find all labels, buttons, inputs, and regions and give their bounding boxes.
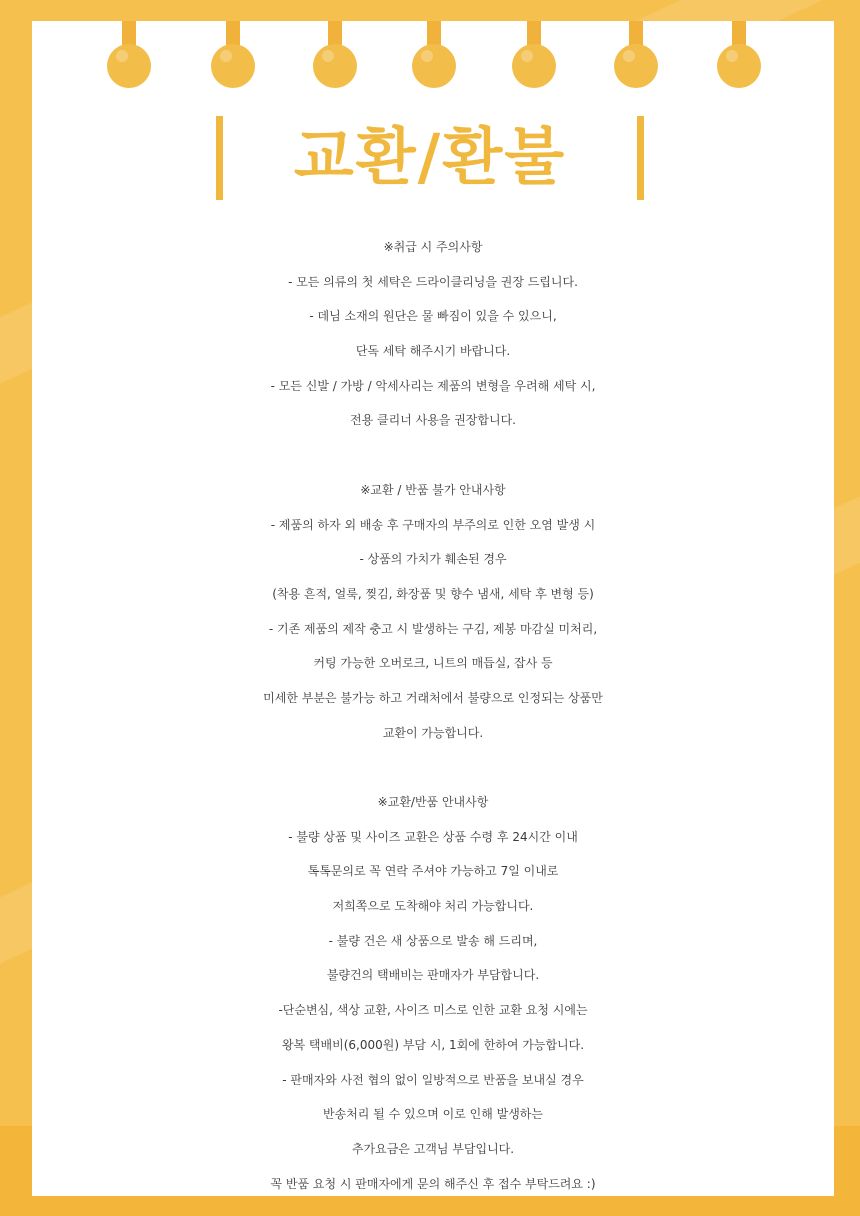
ring-highlight [623,50,635,62]
section-heading: ※교환/반품 안내사항 [377,795,489,809]
notice-line: 톡톡문의로 꼭 연락 주셔야 가능하고 7일 이내로 [307,864,559,879]
notice-line: - 상품의 가치가 훼손된 경우 [359,552,507,567]
notice-line: - 제품의 하자 외 배송 후 구매자의 부주의로 인한 오염 발생 시 [270,517,596,532]
notice-content [32,230,834,1201]
notice-line: - 기존 제품의 제작 충고 시 발생하는 구김, 제봉 마감실 미처리, [268,621,598,636]
notice-line: 반송처리 될 수 있으며 이로 인해 발생하는 [323,1107,543,1122]
notice-line: - 모든 의류의 첫 세탁은 드라이클리닝을 권장 드립니다. [288,274,578,289]
notice-line: 커팅 가능한 오버로크, 니트의 매듭실, 잡사 등 [313,656,553,671]
notice-line: 전용 클리너 사용을 권장합니다. [350,413,516,428]
ring-highlight [421,50,433,62]
section-heading: ※교환 / 반품 불가 안내사항 [360,482,506,497]
binder-ring [512,44,556,88]
section-no-exchange [32,473,834,751]
notice-line: 교환이 가능합니다. [382,725,484,740]
notice-line: - 모든 신발 / 가방 / 악세사리는 제품의 변형을 우려해 세탁 시, [270,378,596,393]
ring-highlight [116,50,128,62]
ring-highlight [726,50,738,62]
notice-line: -단순변심, 색상 교환, 사이즈 미스로 인한 교환 요청 시에는 [278,1003,588,1018]
ring-highlight [322,50,334,62]
binder-ring [412,44,456,88]
page-title: 교환/환불 [293,120,567,193]
ring-highlight [521,50,533,62]
notice-line: - 불량 상품 및 사이즈 교환은 상품 수령 후 24시간 이내 [288,829,578,844]
title-right-bar [637,116,644,200]
notice-line: 추가요금은 고객님 부담입니다. [351,1141,515,1156]
notice-line: 왕복 택배비(6,000원) 부담 시, 1회에 한하여 가능합니다. [281,1037,585,1052]
notice-line: 저희쪽으로 도착해야 처리 가능합니다. [332,899,534,914]
binder-ring [107,44,151,88]
binder-ring [313,44,357,88]
notice-line: - 판매자와 사전 협의 없이 일방적으로 반품을 보내실 경우 [282,1072,584,1087]
section-heading: ※취급 시 주의사항 [383,240,483,254]
section-gap [32,750,834,785]
notice-line: (착용 흔적, 얼룩, 찢김, 화장품 및 향수 냄새, 세탁 후 변형 등) [272,586,594,601]
notice-line: 불량건의 택배비는 판매자가 부담합니다. [326,968,540,983]
notice-line: - 불량 건은 새 상품으로 발송 해 드리며, [328,933,538,948]
notice-line: 꼭 반품 요청 시 판매자에게 문의 해주신 후 접수 부탁드려요 :) [270,1176,596,1191]
binder-ring [717,44,761,88]
section-gap [32,438,834,473]
section-exchange-guide [32,785,834,1201]
ring-highlight [220,50,232,62]
notice-line: 단독 세탁 해주시기 바랍니다. [355,344,511,359]
title-block [0,112,860,202]
notice-line: - 데님 소재의 원단은 물 빠짐이 있을 수 있으니, [309,309,557,324]
section-handling-caution [32,230,834,438]
notice-line: 미세한 부분은 불가능 하고 거래처에서 불량으로 인정되는 상품만 [263,690,603,705]
binder-ring [211,44,255,88]
binder-ring [614,44,658,88]
